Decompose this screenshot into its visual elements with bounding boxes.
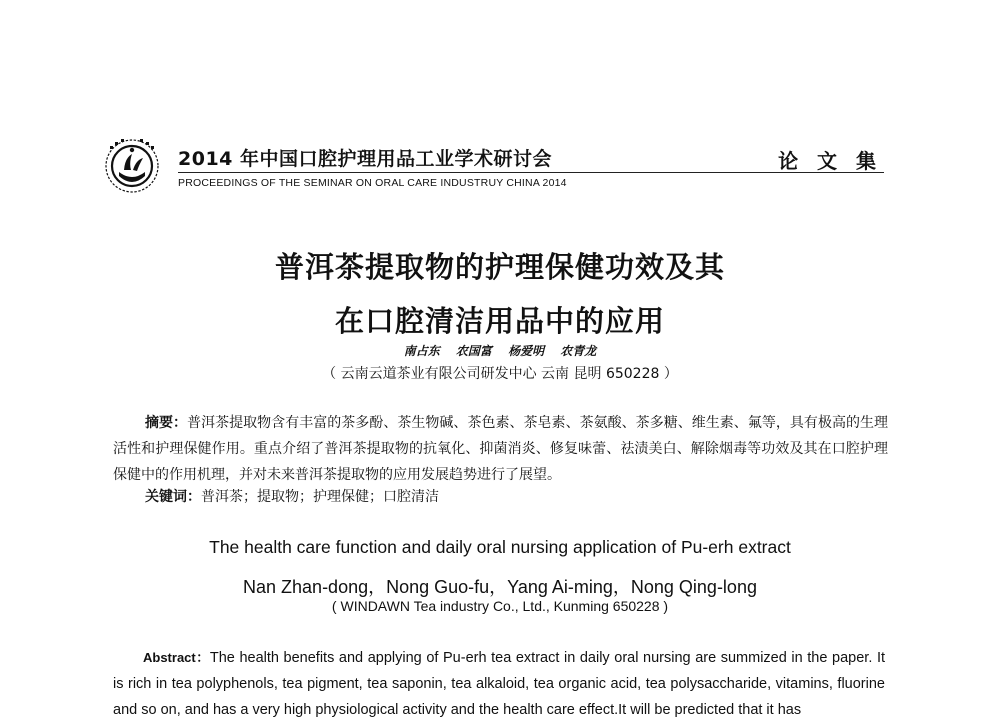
authors-chinese: 南占东 农国富 杨爱明 农青龙 (403, 344, 597, 358)
conference-title: 2014 年中国口腔护理用品工业学术研讨会 (178, 148, 552, 170)
keywords-chinese-text: 普洱茶；提取物；护理保健；口腔清洁 (201, 489, 439, 505)
paper-title-line2: 在口腔清洁用品中的应用 (334, 304, 665, 338)
abstract-chinese-label: 摘要： (145, 415, 188, 431)
abstract-english-text: The health benefits and applying of Pu-erh tea extract in daily oral nursing are summized in the paper. It is rich in tea polyphenols, tea pigment, tea saponin, tea alkaloid, tea organic acid, tea polysaccharide, vitamins, fluorine and so on, and has a very high physiological activity and the health care effect.It will be predicted that it has (113, 650, 885, 718)
paper-title-english: The health care function and daily oral nursing application of Pu-erh extract (209, 537, 791, 557)
abstract-chinese-text: 普洱茶提取物含有丰富的茶多酚、茶生物碱、茶色素、茶皂素、茶氨酸、茶多糖、维生素、氟等，具有极高的生理活性和护理保健作用。重点介绍了普洱茶提取物的抗氧化、抑菌消炎、修复味蕾、祛渍美白、解除烟毒等功效及其在口腔护理保健中的作用机理，并对未来普洱茶提取物的应用发展趋势进行了展望。 (113, 415, 889, 483)
abstract-english (113, 645, 885, 723)
seminar-emblem-icon (98, 136, 166, 196)
abstract-chinese (113, 410, 888, 488)
authors-english: Nan Zhan-dong，Nong Guo-fu，Yang Ai-ming，Nong Qing-long (243, 577, 757, 597)
paper-title-line1: 普洱茶提取物的护理保健功效及其 (274, 250, 725, 284)
affiliation-chinese: （ 云南云道茶业有限公司研发中心 云南 昆明 650228 ） (322, 366, 678, 382)
abstract-english-label: Abstract： (143, 650, 210, 665)
conference-subtitle: PROCEEDINGS OF THE SEMINAR ON ORAL CARE INDUSTRUY CHINA 2014 (178, 177, 567, 189)
keywords-chinese-label: 关键词： (145, 489, 201, 505)
section-label: 论 文 集 (778, 149, 882, 173)
keywords-chinese (145, 486, 439, 506)
affiliation-english: ( WINDAWN Tea industry Co., Ltd., Kunming 650228 ) (331, 598, 669, 614)
